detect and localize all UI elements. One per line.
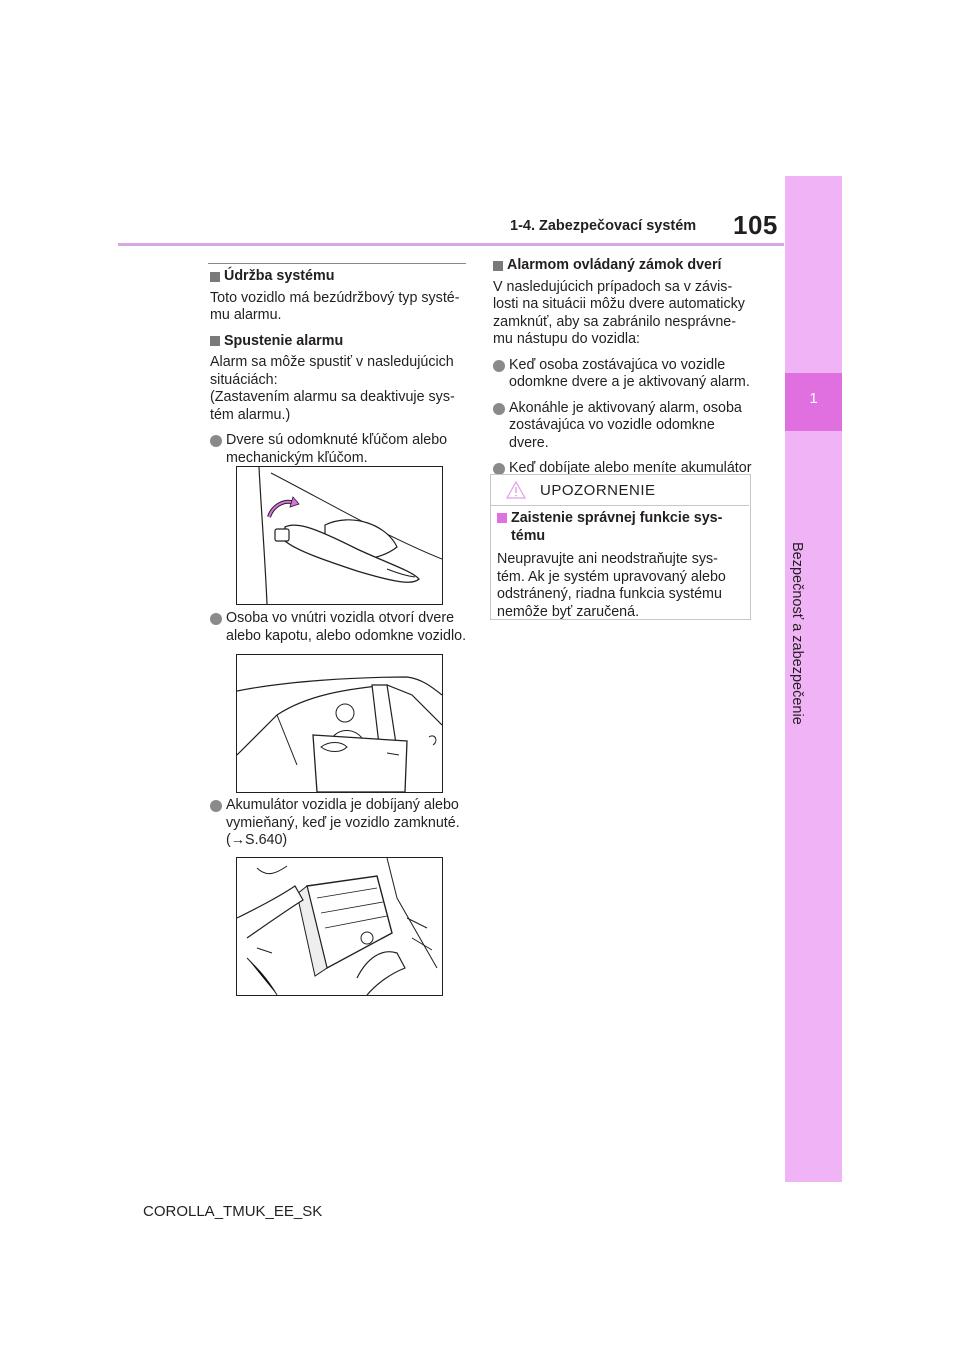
battery-charging-drawing bbox=[237, 858, 442, 995]
list-item: Keď osoba zostávajúca vo vozidle odomkne dvere a je aktivovaný alarm. bbox=[493, 357, 763, 392]
maintenance-heading: Údržba systému bbox=[210, 268, 470, 286]
key-in-door-illustration bbox=[236, 466, 443, 605]
list-item: Dvere sú odomknuté kľúčom alebo mechanickým kľúčom. bbox=[210, 432, 470, 467]
trigger-heading: Spustenie alarmu bbox=[210, 333, 470, 351]
door-lock-heading: Alarmom ovládaný zámok dverí bbox=[493, 257, 763, 275]
list-item: Akonáhle je aktivovaný alarm, osoba zostávajúca vo vozidle odomkne dvere. bbox=[493, 400, 763, 453]
maintenance-section bbox=[210, 268, 470, 467]
warning-triangle-icon bbox=[506, 481, 526, 499]
page-number: 105 bbox=[733, 210, 778, 240]
door-lock-text: V nasledujúcich prípadoch sa v závis- losti na situácii môžu dvere automaticky zamknúť, aby sa zabránilo nesprávne- mu nástupu do vozidla: bbox=[493, 278, 745, 347]
door-handle-key-drawing bbox=[237, 467, 442, 604]
warning-text: Neupravujte ani neodstraňujte sys- tém. Ak je systém upravovaný alebo odstránený, riadna funkcia systému nemôže byť zaručená. bbox=[497, 551, 726, 620]
chapter-number: 1 bbox=[809, 390, 818, 407]
warning-heading: Zaistenie správnej funkcie sys- tému bbox=[497, 510, 742, 545]
warning-content bbox=[497, 510, 742, 621]
bullet-dot-icon bbox=[493, 360, 505, 372]
door-lock-section bbox=[493, 257, 763, 478]
list-item: Akumulátor vozidla je dobíjaný alebo vymieňaný, keď je vozidlo zamknuté. (→S.640) bbox=[210, 797, 472, 850]
warning-title: UPOZORNENIE bbox=[540, 482, 656, 499]
square-bullet-icon bbox=[497, 513, 507, 523]
square-bullet-icon bbox=[210, 272, 220, 282]
bullet-dot-icon bbox=[210, 613, 222, 625]
bullet-dot-icon bbox=[493, 403, 505, 415]
square-bullet-icon bbox=[210, 336, 220, 346]
column-divider bbox=[208, 263, 466, 264]
person-in-car-illustration bbox=[236, 654, 443, 793]
header-divider bbox=[118, 243, 784, 246]
document-code: COROLLA_TMUK_EE_SK bbox=[143, 1203, 323, 1220]
section-title: 1-4. Zabezpečovací systém bbox=[510, 218, 697, 234]
list-item: Osoba vo vnútri vozidla otvorí dvere alebo kapotu, alebo odomkne vozidlo. bbox=[210, 610, 472, 645]
battery-illustration bbox=[236, 857, 443, 996]
maintenance-text: Toto vozidlo má bezúdržbový typ systé- mu alarmu. bbox=[210, 289, 460, 323]
square-bullet-icon bbox=[493, 261, 503, 271]
chapter-title: Bezpečnosť a zabezpečenie bbox=[789, 542, 805, 725]
trigger-text: Alarm sa môže spustiť v nasledujúcich situáciách: (Zastavením alarmu sa deaktivuje sys- tém alarmu.) bbox=[210, 354, 455, 423]
bullet-dot-icon bbox=[210, 800, 222, 812]
bullet-dot-icon bbox=[210, 435, 222, 447]
car-door-open-drawing bbox=[237, 655, 442, 792]
list-item: Keď dobíjate alebo meníte akumulátor bbox=[493, 460, 763, 478]
